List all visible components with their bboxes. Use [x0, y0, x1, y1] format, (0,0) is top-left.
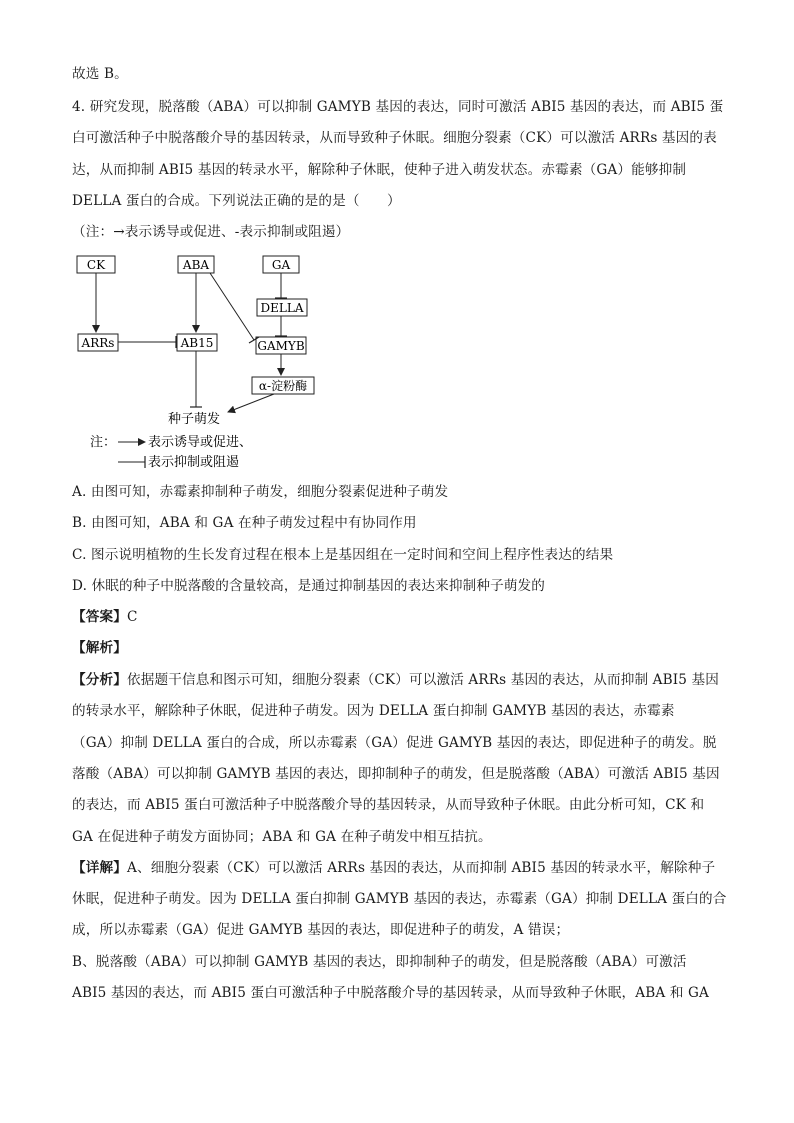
aba-node — [178, 256, 214, 273]
della-label: DELLA — [260, 301, 304, 315]
aba-inhibits-gamyb-line — [210, 273, 254, 340]
regulation-diagram — [60, 252, 360, 472]
xiangjie-line: 成，所以赤霉素（GA）促进 GAMYB 基因的表达，即促进种子的萌发，A 错误； — [72, 922, 570, 938]
answer-line — [72, 607, 732, 627]
aba-label: ABA — [182, 258, 210, 272]
xiangjie-line: B、脱落酸（ABA）可以抑制 GAMYB 基因的表达，即抑制种子的萌发，但是脱落酸（ABA）可激活 — [72, 954, 687, 970]
amylase-label: α-淀粉酶 — [258, 379, 308, 393]
della-node — [257, 299, 307, 316]
legend-promote-text: 表示诱导或促进、 — [148, 435, 253, 450]
ga-label: GA — [271, 258, 291, 272]
fenxi-label: 【分析】 — [72, 672, 127, 688]
ab15-node — [177, 334, 217, 351]
ab15-label: AB15 — [180, 336, 214, 350]
question-stem-line: 达，从而抑制 ABI5 基因的转录水平，解除种子休眠，使种子进入萌发状态。赤霉素（GA）能够抑制 — [72, 162, 687, 178]
fenxi-line: 落酸（ABA）可以抑制 GAMYB 基因的表达，即抑制种子的萌发，但是脱落酸（ABA）可激活 ABI5 基因 — [72, 766, 720, 782]
legend-note-label: 注： — [90, 435, 117, 450]
ga-node — [263, 256, 299, 273]
ck-label: CK — [86, 258, 106, 272]
gamyb-node — [256, 337, 306, 354]
question-stem-line: 4. 研究发现，脱落酸（ABA）可以抑制 GAMYB 基因的表达，同时可激活 ABI5 基因的表达，而 ABI5 蛋 — [72, 99, 724, 115]
question-stem-line: DELLA 蛋白的合成。下列说法正确的是的是（ ） — [72, 193, 401, 209]
xiangjie-line — [72, 858, 732, 878]
fenxi-line: 的转录水平，解除种子休眠，促进种子萌发。因为 DELLA 蛋白抑制 GAMYB 基因的表达，赤霉素 — [72, 703, 675, 719]
xiangjie-text: A、细胞分裂素（CK）可以激活 ARRs 基因的表达，从而抑制 ABI5 基因的转录水平，解除种子 — [126, 860, 716, 876]
option-b: B. 由图可知，ABA 和 GA 在种子萌发过程中有协同作用 — [72, 515, 417, 531]
legend-inhibit-text: 表示抑制或阻遏 — [148, 455, 240, 470]
text-line: 故选 B。 — [72, 66, 128, 82]
option-a: A. 由图可知，赤霉素抑制种子萌发，细胞分裂素促进种子萌发 — [72, 484, 449, 500]
fenxi-line — [72, 670, 732, 690]
fenxi-line: 的表达，而 ABI5 蛋白可激活种子中脱落酸介导的基因转录，从而导致种子休眠。由此分析可知，CK 和 — [72, 797, 705, 813]
xiangjie-line: ABI5 基因的表达，而 ABI5 蛋白可激活种子中脱落酸介导的基因转录，从而导致种子休眠，ABA 和 GA — [72, 985, 710, 1001]
arrs-node — [78, 334, 118, 351]
question-stem-line: 白可激活种子中脱落酸介导的基因转录，从而导致种子休眠。细胞分裂素（CK）可以激活 ARRs 基因的表 — [72, 130, 717, 146]
answer-value: C — [126, 609, 138, 625]
fenxi-line: （GA）抑制 DELLA 蛋白的合成，所以赤霉素（GA）促进 GAMYB 基因的表达，即促进种子的萌发。脱 — [72, 735, 717, 751]
arrs-label: ARRs — [81, 336, 115, 350]
analysis-label: 【解析】 — [72, 640, 127, 656]
fenxi-text: 依据题干信息和图示可知，细胞分裂素（CK）可以激活 ARRs 基因的表达，从而抑制 ABI5 基因 — [126, 672, 720, 688]
note-line: （注：→表示诱导或促进、-表示抑制或阻遏） — [72, 224, 350, 240]
ck-node — [77, 256, 115, 273]
fenxi-line: GA 在促进种子萌发方面协同；ABA 和 GA 在种子萌发中相互拮抗。 — [72, 829, 492, 845]
xiangjie-label: 【详解】 — [72, 860, 127, 876]
amylase-node — [252, 377, 314, 394]
option-d: D. 休眠的种子中脱落酸的含量较高，是通过抑制基因的表达来抑制种子萌发的 — [72, 578, 546, 594]
amylase-promotes-germination-arrow — [228, 394, 274, 412]
xiangjie-line: 休眠，促进种子萌发。因为 DELLA 蛋白抑制 GAMYB 基因的表达，赤霉素（GA）抑制 DELLA 蛋白的合 — [72, 891, 727, 907]
germination-label: 种子萌发 — [168, 412, 221, 427]
gamyb-label: GAMYB — [257, 339, 305, 353]
analysis-heading — [72, 638, 732, 658]
answer-label: 【答案】 — [72, 609, 127, 625]
option-c: C. 图示说明植物的生长发育过程在根本上是基因组在一定时间和空间上程序性表达的结果 — [72, 547, 614, 563]
